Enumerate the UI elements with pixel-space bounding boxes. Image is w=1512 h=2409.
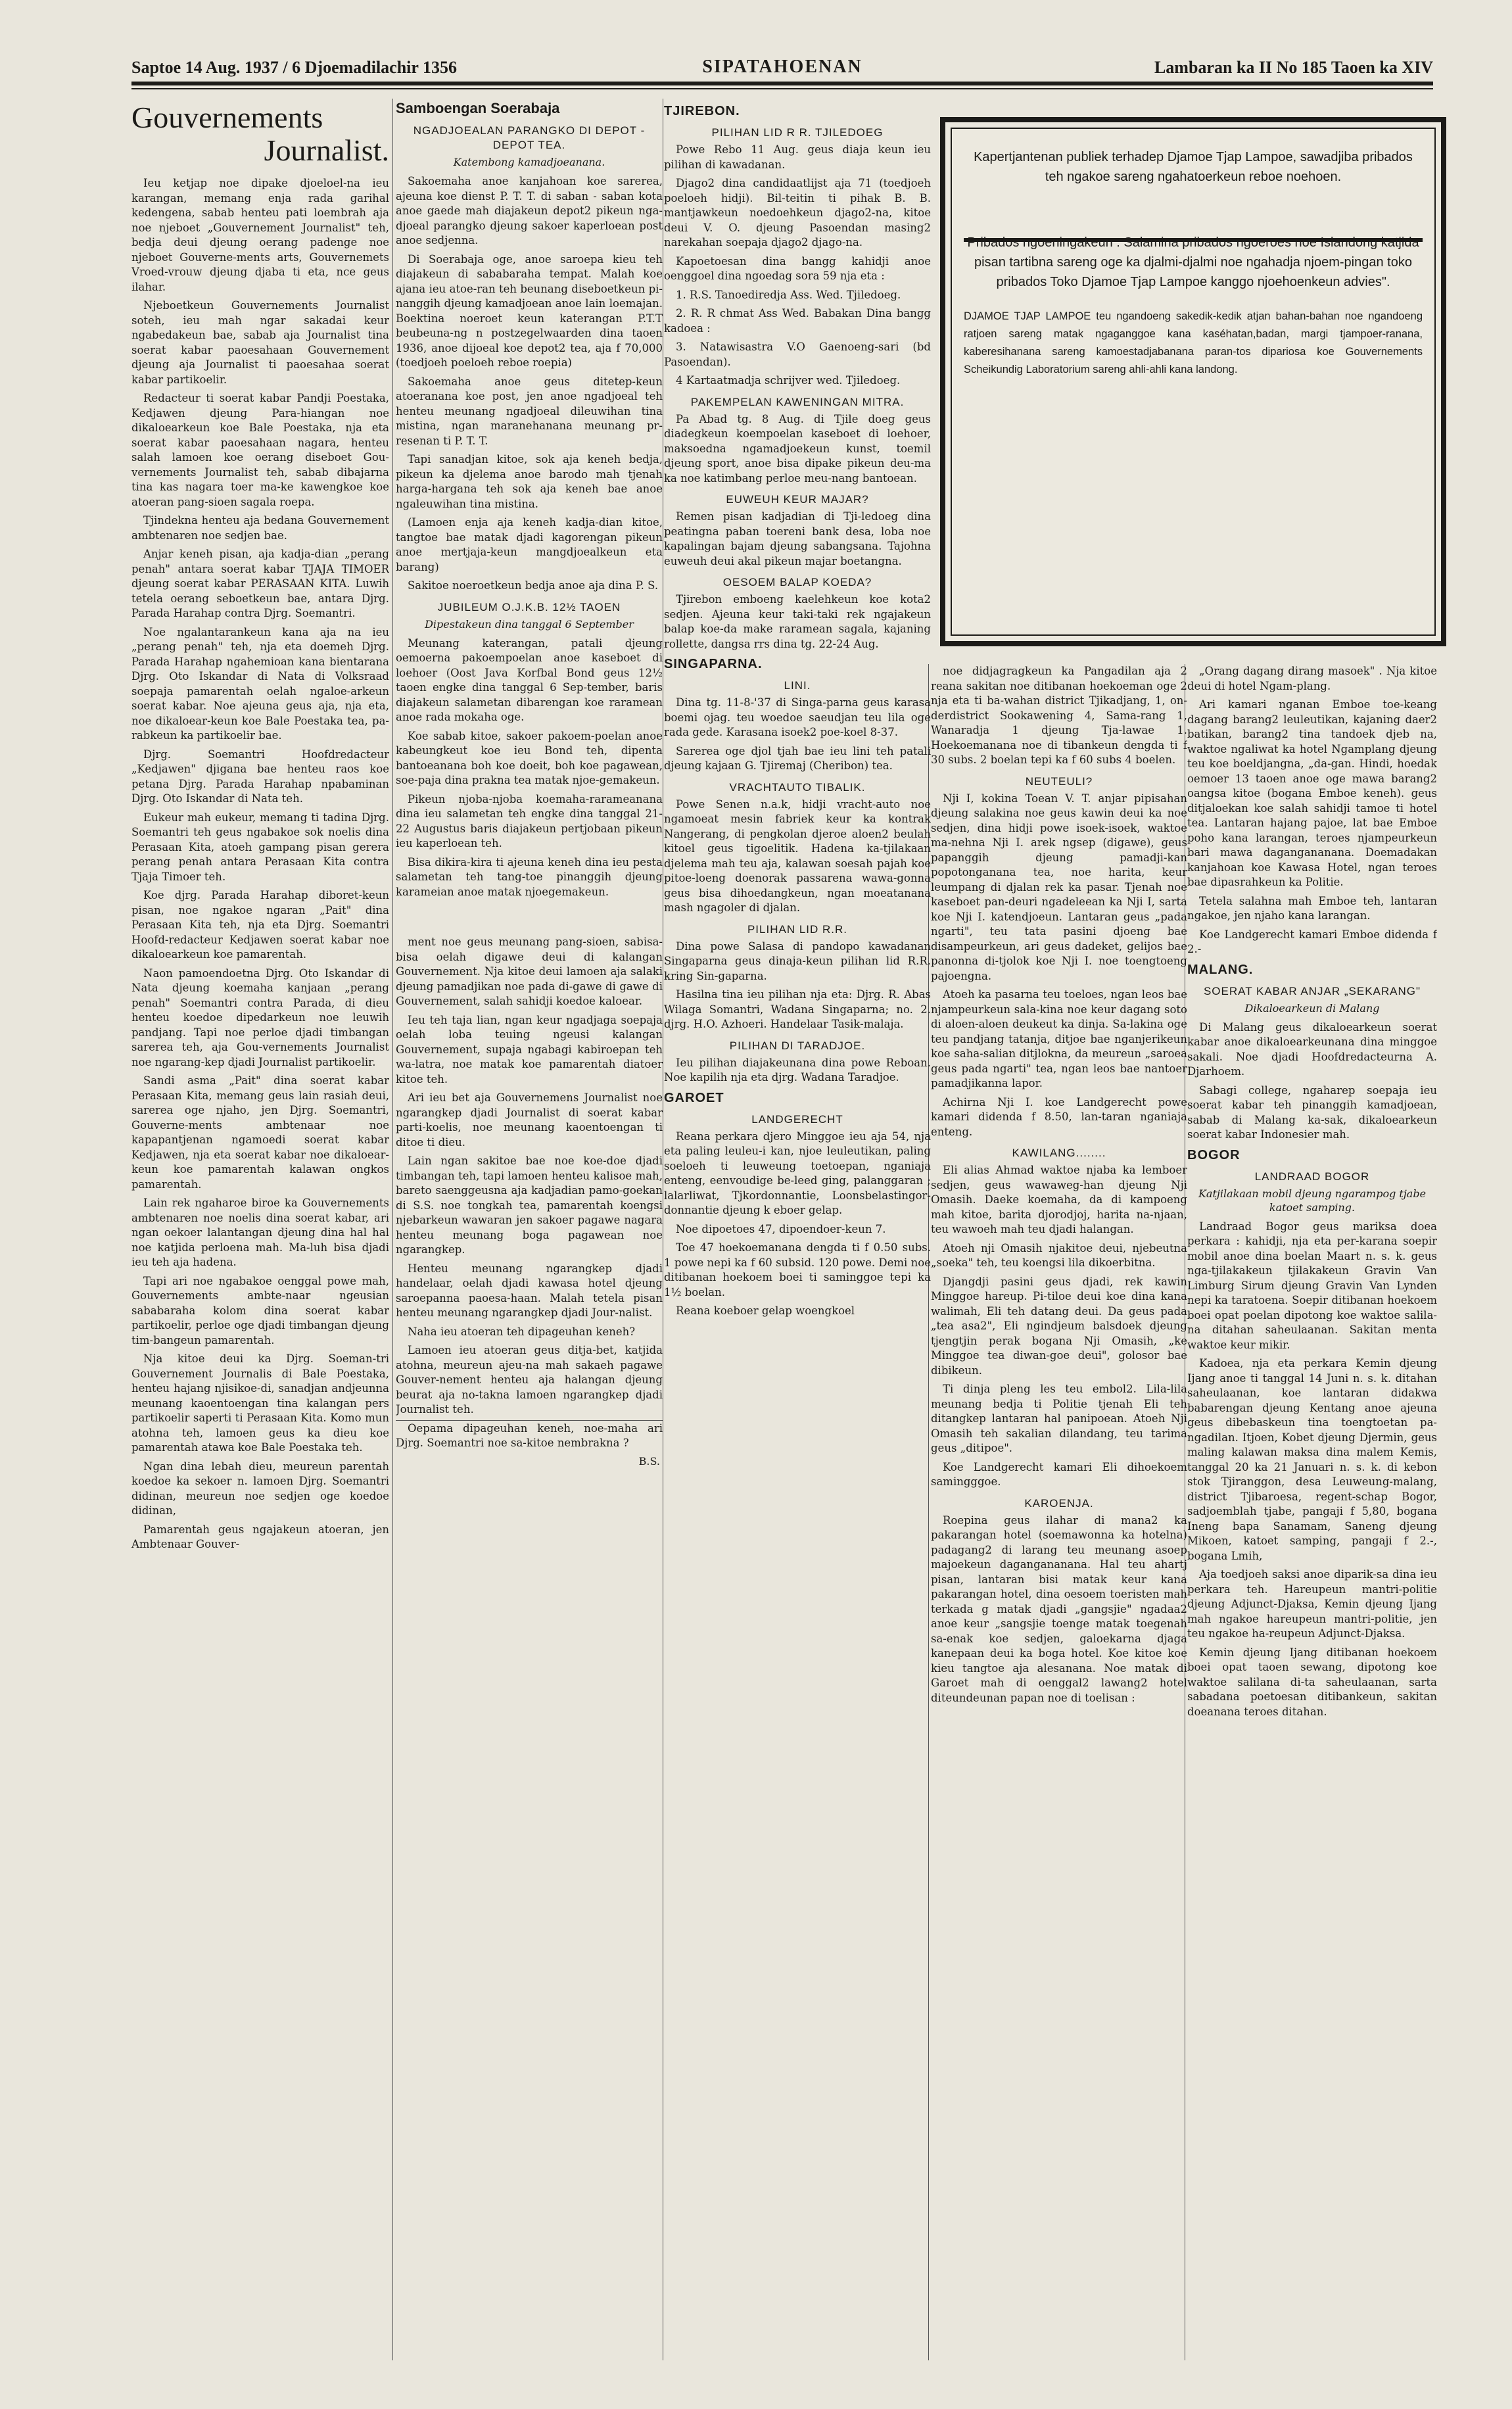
article-title: KAROENJA. [1024,1496,1094,1510]
paragraph: Reana koeboer gelap woengkoel [676,1304,855,1317]
paragraph: Sabagi college, ngaharep soepaja ieu soerat kabar teh pinanggih kamadjoean, sabab di Malang ka-sak, dikaloearkeun soerat kabar Indonesier mah. [1187,1084,1437,1141]
column-malang-bogor [1187,664,1437,2360]
masthead [131,54,1433,80]
paragraph: „Orang dagang dirang masoek" . Nja kitoe deui di hotel Ngam-plang. [1187,665,1437,692]
article-title: SOERAT KABAR ANJAR „SEKARANG" [1203,984,1421,997]
paragraph: Kapoetoesan dina bangg kahidji anoe oenggoel dina ngoedag sora 59 nja eta : [664,254,931,282]
article-signature: B.S. [638,1454,660,1467]
paragraph: Pikeun njoba-njoba koemaha-rarameanana dina ieu salametan teh engke dina tanggal 21-22 Augustus baris diajakeun pertjobaan pikeun ieu kaperloean teh. [396,792,663,849]
paragraph: Sarerea oge djol tjah bae ieu lini teh patali djeung kajaan G. Tjiremaj (Cheribon) tea. [664,744,931,772]
advertisement-djamoe-tjap-lampoe [940,117,1446,646]
paragraph: Sandi asma „Pait" dina soerat kabar Perasaan Kita, memang geus lain rasiah deui, sarerea oge njaho, jen Djrg. Soemantri, Gouverne-ments ambtenaar noe kapapantjenan ngamoedi soerat kabar Kedjawen, nja eta soerat kabar noe dikaloear-keun koe pamarentah kalawan ongkos pamarentah. [131,1074,389,1191]
paragraph: Noe dipoetoes 47, dipoendoer-keun 7. [676,1222,886,1235]
paragraph: Sakitoe noeroetkeun bedja anoe aja dina P. S. [408,579,659,592]
paragraph: Ieu pilihan diajakeunana dina powe Reboan. Noe kapilih nja eta djrg. Wadana Taradjoe. [664,1056,931,1084]
article-title [131,101,389,167]
paragraph: Ieu ketjap noe dipake djoeloel-na ieu karangan, memang enja rada garihal kedengena, sabab henteu pati loembrah aja noe njeboet „Gouvernement Journalist" teh, bedja deui djeung oerang padenge noe njeboet Gouverne-ments arts, Gouvernemets Vroed-vrouw djeung djaba ti eta, nce geus ilahar. [131,177,389,293]
article-title: LANDRAAD BOGOR [1254,1170,1370,1183]
title-line-2: Journalist. [264,133,389,167]
article-title: OESOEM BALAP KOEDA? [722,576,872,588]
paragraph: 3. Natawisastra V.O Gaenoeng-sari (bd Pasoendan). [664,341,931,368]
article-body [664,696,931,774]
paragraph: Ari ieu bet aja Gouvernemens Journalist noe ngarangkep djadi Journalist di soerat kabar parti-koelis, noe meunang kaoentoengan ti ditoe ti dieu. [396,1091,663,1149]
paragraph: Redacteur ti soerat kabar Pandji Poestaka, Kedjawen djeung Para-hiangan noe dikaloearkeun koe Bale Poestaka, nja eta soerat kabar paoesahaan nagara, henteu salah lamoen koe oerang diseboet Gou-vernements Journalist teh, sabab dibajarna tina kas nagara toer ma-ke kawengkoe koe atoeran pang-sioen sagala roepa. [131,392,389,508]
section-title: GAROET [664,1090,724,1105]
article-body [931,792,1187,1140]
paragraph: Ieu teh taja lian, ngan keur ngadjaga soepaja oelah loba teuing ngeusi kalangan Gouvernement, supaja ngabagi kabiroepan teh wa-latra, noe matak koe pamarentah diatoer kitoe teh. [396,1013,663,1085]
article-body [664,143,931,389]
paragraph: Landraad Bogor geus mariksa doea perkara : kahidji, nja eta per-karana soepir mobil anoe dina boelan Maart n. s. k. geus nga-tjilakakeun tjilakakeun Gravin Van Limburg Sirum djeung Gravin Van Lynden nepi ka taratoena. Soepir ditibanan hoekoem boei opat poelan dipotong koe waktoe salila-na ditahan saheulaanan. Sakitan menta waktoe keur mikir. [1187,1220,1437,1351]
paragraph: Meunang katerangan, patali djeung oemoerna pakoempoelan anoe kaseboet di loehoer (Oost Java Korfbal Bond geus 12½ taoen engke dina tanggal 6 Sep-tember, baris diajakeun salametan dibarengan koe raramean anoe rada mokaha oge. [396,636,663,723]
paragraph: Roepina geus ilahar di mana2 ka pakarangan hotel (soemawonna ka hotelna) padagang2 di larang teu meunang asoep majoekeun dagangananana. Hal teu ahartj pisan, lantaran bisi matak keur kana pakarangan hotel, dina oesoem toeristen mah terkada g matak djadi „gangsjie" ngadaa2 anoe keur „sangsjie toenge matak toegenah sa-enak koe sedjen, galoekarna djaga kanepaan deui ka boga hotel. Koe kitoe koe kieu tangtoe aja alesanana. Noe matak di Garoet mah di oenggal2 lawang2 hotel diteundeunan papan noe di toelisan : [931,1514,1187,1704]
paragraph: Bisa dikira-kira ti ajeuna keneh dina ieu pesta salametan teh tang-toe pinanggih djeung karameian anoe matak njoegemakeun. [396,855,663,898]
paragraph: Powe Senen n.a.k, hidji vracht-auto noe ngamoeat mesin fabriek keur ka kontrak Nangerang, di pengkolan djeroe aloen2 beulah kitoel geus tigoelitik. Hadena ka-tjilakaan djelema mah teu aja, kalawan soesah pajah koe pitoe-loeng doenorak passarena wawa-gonna geus bisa dihoedangkeun, ngan moeatanana mash ngagoler di djalan. [664,798,931,914]
article-subtitle: Dipestakeun dina tanggal 6 September [425,617,634,631]
masthead-title: SIPATAHOENAN [702,57,862,77]
paragraph: Sakoemaha anoe kanjahoan koe sarerea, ajeuna koe dienst P. T. T. di saban - saban kota anoe gaede mah diajakeun depot2 pikeun nga-djoeal parangko djeung sakoer kaperloean post anoe sedjenna. [396,175,663,247]
column-samboengan-soerabaja [396,99,663,2360]
paragraph: (Lamoen enja aja keneh kadja-dian kitoe, tangtoe bae matak djadi kagorengan pikeun anoe mertjaja-keun mangdjoealkeun eta barang) [396,516,663,573]
article-title: NEUTEULI? [1025,775,1093,788]
paragraph: Djrg. Soemantri Hoofdredacteur „Kedjawen" djigana bae henteu raos koe petana Djrg. Parada Harahap npabaminan Djrg. Oto Iskandar di Nata teh. [131,748,389,805]
ad-statement: Pribados ngoeningakeun : Salamina pribados ngoeroes noe Islandong katjida pisan tartibna sareng oge ka djalmi-djalmi noe ngahadja njoem-pingan toko pribados Toko Djamoe Tjap Lampoe kanggo njoehoenkeun advies". [967,235,1419,289]
paragraph: Naha ieu atoeran teh dipageuhan keneh? [408,1325,636,1338]
column-regional-news [664,99,931,2360]
article-title: PAKEMPELAN KAWENINGAN MITRA. [690,395,905,408]
article-body [664,798,931,916]
paragraph: noe didjagragkeun ka Pangadilan aja 2 reana sakitan noe ditibanan hoekoeman oge 2 nja eta ti ba-wahan district Tjikadjang, 1, on-derdistrict Sookawening 4, Sama-rang 1, Wanaradja 1 djeung Tja-lawae 1. Hoekoemanana noe di tibankeun dengda ti f 30 subs. 2 boelan tepi ka f 60 subs 4 boelen. [931,665,1187,766]
article-title: VRACHTAUTO TIBALIK. [729,780,866,794]
column-header: Samboengan Soerabaja [396,100,560,116]
article-body [664,412,931,487]
article-subtitle: Katembong kamadjoeanana. [453,156,605,168]
paragraph: Pamarentah geus ngajakeun atoeran, jen Ambtenaar Gouver- [131,1523,389,1550]
article-title: JUBILEUM O.J.K.B. 12½ TAOEN [437,600,621,613]
paragraph: 4 Kartaatmadja schrijver wed. Tjiledoeg. [676,374,901,387]
article-body [1187,664,1437,957]
section-title: MALANG. [1187,962,1254,977]
paragraph: Di Soerabaja oge, anoe saroepa kieu teh diajakeun di sababaraha tempat. Malah koe ajana ieu atoe-ran teh beunang diseboetkeun pi-nanggih djeung kamadjoean anoe lain loemajan. Boektina noeroet keun katerangan P.T.T beubeuna-ng n postzegelwaarden dina taoen 1936, anoe dijoeal koe depot2 tea, aja f 70,000 (toedjoeh poeloeh reboe roepia) [396,252,663,369]
paragraph: ment noe geus meunang pang-sioen, sabisa-bisa oelah digawe deui di kalangan Gouvernement. Nja kitoe deui lamoen aja salaki djeung pamadjikan noe pada di-gawe di gawe di Gouvernement, salah sahidji koedoe kaloear. [396,936,663,1007]
article-title: PILIHAN DI TARADJOE. [729,1039,866,1052]
article-body [664,940,931,1032]
article-title: LANDGERECHT [751,1112,843,1126]
article-body [664,1130,931,1319]
column-landgerecht-garoet [931,664,1187,2360]
paragraph: Henteu meunang ngarangkep djadi handelaar, oelah djadi kawasa hotel djeung saroepanna paoesa-haan. Malah tetela pisan henteu meunang ngarangkep djadi Jour-nalist. [396,1262,663,1319]
article-body [1187,1220,1437,1720]
article-subtitle: Katjilakaan mobil djeung ngarampog tjabe katoet samping. [1198,1187,1427,1214]
section-title: SINGAPARNA. [664,657,763,671]
paragraph: Atoeh nji Omasih njakitoe deui, njebeutna „soeka" teh, teu koengsi lila dikoerbitna. [931,1241,1187,1269]
paragraph: Sakoemaha anoe geus ditetep-keun atoeranana koe post, jen anoe ngadjoeal teh henteu meunang ngadjoeal dileuwihan tina mistina, ngan maranehanana meunang pr-resenan ti P. T. T. [396,375,663,447]
paragraph: Anjar keneh pisan, aja kadja-dian „perang penah" antara soerat kabar TJAJA TIMOER djeung soerat kabar PERASAAN KITA. Luwih tetela oerang seboetkeun bae, antara Djrg. Parada Harahap contra Djrg. Soemantri. [131,548,389,619]
article-body [1187,1020,1437,1143]
article-body [931,664,1187,768]
paragraph: Noe ngalantarankeun kana aja na ieu „perang penah" teh, nja eta doemeh Djrg. Parada Harahap ngahemioan kana bientarana Djrg. Oto Iskandar di Nata di Volksraad soepaja pamarentah oelah ngaloe-arkeun soerat kabar. Noe ajeuna geus aja, nja eta, noe dikaloear-keun koe Bale Poestaka tea, pa-rabkeun ka partikoelir bae. [131,625,389,742]
section-title: TJIREBON. [664,104,740,118]
paragraph: Naon pamoendoetna Djrg. Oto Iskandar di Nata djeung koemaha kanjaan „perang penah" Soemantri contra Parada, di dieu henteu koedoe dipedarkeun noe leuwih pandjang. Tapi noe perloe djadi timbangan sarerea teh, aja Gou-vernements Journalist noe ngarang-kep djadi Journalist partikoelir. [131,966,389,1068]
paragraph: Ngan dina lebah dieu, meureun parentah koedoe ka sekoer n. lamoen Djrg. Soemantri didinan, meureun noe sedjen oge koedoe didinan, [131,1460,389,1517]
title-line-1: Gouvernements [131,101,323,134]
paragraph: Lain rek ngaharoe biroe ka Gouvernements ambtenaren noe noelis dina soerat kabar, ari ngan oekoer lalantangan djeung dina hal hal noe katjida perloena mah. Ma-luh bisa djadi ieu teh aja hadena. [131,1197,389,1268]
paragraph: Njeboetkeun Gouvernements Journalist soteh, ieu mah ngar sakadai keur ngabedakeun bae, sabab aja Journalist tina soerat kabar paoesahaan Gouvernement djeung aja Journalist ti paoesahaa soerat kabar partikoelir. [131,299,389,386]
paragraph: Lamoen ieu atoeran geus ditja-bet, katjida atohna, meureun ajeu-na mah sakaeh pagawe Gouver-nement henteu aja halangan djeung beurat aja no-takna lamoen ngarangkep djadi Journalist teh. [396,1344,663,1416]
paragraph: Pa Abad tg. 8 Aug. di Tjile doeg geus diadegkeun koempoelan kaseboet di loehoer, maksoedna ngamadjoekeun kunst, toemil djeung sport, anoe bisa dipake pikeun deu-ma ka noe katimbang perloe meu-nang bantoean. [664,412,931,485]
masthead-issue: Lambaran ka II No 185 Taoen ka XIV [1154,58,1433,77]
article-body [931,1514,1187,1706]
paragraph: Tapi ari noe ngabakoe oenggal powe mah, Gouvernements ambte-naar ngeusian sababaraha kolom dina soerat kabar partikoelir, perloe oge djadi timbangan djeung tim-bangeun pamarentah. [131,1274,389,1347]
paragraph: Hasilna tina ieu pilihan nja eta: Djrg. R. Abas Wilaga Somantri, Wadana Singaparna; no. 2. djrg. H.O. Azhoeri. Handelaar Tasik-malaja. [664,988,931,1030]
paragraph: Koe Landgerecht kamari Emboe didenda f 2.- [1187,928,1437,955]
paragraph: Kemin djeung Ijang ditibanan hoekoem boei opat taoen sewang, dipotong koe waktoe salilana di-ta saheulaanan, sarta sabadana poetoesan ditibankeun, sakitan doeanana teroes ditahan. [1187,1646,1437,1718]
paragraph: Powe Rebo 11 Aug. geus diaja keun ieu pilihan di kawadanan. [664,143,931,171]
article-subtitle: Dikaloearkeun di Malang [1244,1001,1380,1014]
paragraph: 1. R.S. Tanoediredja Ass. Wed. Tjiledoeg. [676,288,901,301]
paragraph: Reana perkara djero Minggoe ieu aja 54, nja eta paling leuleu-i kan, njoe leuleutikan, paling soeloeh ti leuweung toetoepan, nganiaja enteng, eenvoudige be-leed ging, palanggaran ; lalarliwat, Tjkordonnantie, Loonsbelastingor-donnantie djeung k eboer gelap. [664,1130,931,1216]
column-divider [392,99,393,2360]
article-body [131,176,389,1552]
article-title: PILIHAN LID R R. TJILEDOEG [711,126,884,139]
paragraph: Djago2 dina candidaatlijst aja 71 (toedjoeh poeloeh hidji). Bil-teitin ti pihak B. B. mantjawkeun noedoehkeun djago2-na, kitoe deui V. O. djeung Pasoendan masing2 narekahan soepaja djago2 djago-na. [664,177,931,249]
ad-inner-border [951,128,1436,636]
article-title: EUWEUH KEUR MAJAR? [726,493,869,506]
paragraph: Koe sabab kitoe, sakoer pakoem-poelan anoe kabeungkeut koe ieu Bond teh, dipenta bantoeanana boh koe doeit, boh koe pagawean, soe-paja dina prakna tea matak njoe-gemakeun. [396,729,663,786]
paragraph: Ti dinja pleng les teu embol2. Lila-lila meunang bedja ti Politie tjenah Eli teh ditangkep lantaran hal panipoean. Atoeh Nji Omasih teh sakalian dilandang, teu tarima geus „ditipoe". [931,1383,1187,1454]
paragraph: Tapi sanadjan kitoe, sok aja keneh bedja, pikeun ka djelema anoe barodo mah tjenah harga-hargana teh sok aja keneh bae anoe ngaleuwihan tina mistina. [396,453,663,510]
article-body [664,592,931,652]
article-body [931,1163,1187,1490]
paragraph: Achirna Nji I. koe Landgerecht powe kamari didenda f 8.50, lan-taran nganiaja enteng. [931,1095,1187,1138]
paragraph: Remen pisan kadjadian di Tji-ledoeg dina peatingna paban toereni bank desa, loba noe kapalingan bajam djeung sabangsana. Tajohna euweuh deui akal pikeun majar boetangna. [664,510,931,567]
article-title: PILIHAN LID R.R. [747,922,848,936]
paragraph: Ari kamari nganan Emboe toe-keang dagang barang2 leuleutikan, kajaning daer2 batikan, barang2 tina tandoek djeb na, waktoe ngaliwat ka hotel Ngamplang djeung teu koe boeldjangna, „da-gan. Hindi, hoedak oemoer 13 taoen anoe oge mawa barang2 oangsa kitoe (bogana Emboe keneh). geus ditjaloekan koe salah sahidji tamoe ti hotel tea. Lantaran hajang pajoe, lat bae Emboe poho kana larangan, teroes njampeurkeun bari mawa dagangananana. Doemadakan kanjahoan koe Kawasa Hotel, ngan teroes bae dipasrahkeun ka Politie. [1187,698,1437,888]
paragraph: Di Malang geus dikaloearkeun soerat kabar anoe dikaloearkeunana dina minggoe sakali. Noe djadi Hoofdredacteurna A. Djarhoem. [1187,1020,1437,1078]
paragraph: Toe 47 hoekoemanana dengda ti f 0.50 subs. 1 powe nepi ka f 60 subsid. 120 powe. Demi noe ditibanan hoekoem boei ti saminggoe tepi ka 1½ boelan. [664,1241,931,1299]
section-title: BOGOR [1187,1147,1240,1162]
paragraph: Atoeh ka pasarna teu toeloes, ngan leos bae njampeurkeun sala-kina noe keur dagang soto di aloen-aloen deukeut ka dinja. Sa-lakina oge teu pandjang tatanja, ditjoe bae nganjerikeun koe saha-salian ditjlokna, da meureun „saroea geus pada ngarti" tea, ngan leos bae nantoer pamadjikanna lapor. [931,988,1187,1089]
paragraph: Eukeur mah eukeur, memang ti tadina Djrg. Soemantri teh geus ngabakoe sok noelis dina Perasaan Kita, atoeh gampang pisan gerera perang penah antara Perasaan Kita contra Tjaja Timoer teh. [131,811,389,883]
paragraph: Kadoea, nja eta perkara Kemin djeung Ijang anoe ti tanggal 14 Juni n. s. k. ditahan saheulaanan, koe lantaran didakwa babarengan djeung Kentang anoe ajeuna geus dibebaskeun tina toengtoetan pa-ngadilan. Itjoen, Kobet djeung Djermin, geus maling kalawan maksa dina malem Kemis, tanggal 20 ka 21 Januari n. s. k. di kebon stok Tjiranggon, desa Leuweung-malang, district Tjibaroesa, regent-schap Bogor, sadjoemblah tjabe, pangaji f 5,80, bogana Ineng bapa Sanamam, Saneng djeung Mikoen, katoet samping, pangaji f 2.-, bogana Lmih, [1187,1357,1437,1562]
article-body [396,935,663,1451]
article-title: NGADJOEALAN PARANGKO DI DEPOT - DEPOT TEA. [413,124,646,151]
ad-intro: Kapertjantenan publiek terhadep Djamoe Tjap Lampoe, sawadjiba pribados teh ngakoe sareng ngahatoerkeun reboe noehoen. [974,150,1413,184]
paragraph: Djangdji pasini geus djadi, rek kawin Minggoe hareup. Pi-tiloe deui koe dina kana walimah, Eli teh datang deui. Da geus pada „tea asa2", Eli ngindjeum balsdoek djeung tjengtjin perak bogana Nji Omasih, „ke Minggoe tea diwan-goe deui", golosor bae dibikeun. [931,1275,1187,1377]
paragraph: Dina powe Salasa di pandopo kawadanan Singaparna geus dinaja-keun pilihan lid R.R. kring Sin-gaparna. [664,940,931,982]
ad-body: DJAMOE TJAP LAMPOE teu ngandoeng sakedik-kedik atjan bahan-bahan noe ngandoeng ratjoen sareng matak ngaganggoe kana kaséhatan,badan, margi tjampoer-ranana, kaberesihanana sareng kamoestadjabanana paran-tos dipariosa koe Gouvernements Scheikundig Laboratorium sareng ahli-ahli kana landong. [964,310,1423,375]
paragraph: Nja kitoe deui ka Djrg. Soeman-tri Gouvernement Journalis di Bale Poestaka, henteu hajang njisikoe-di, sanadjan andjeunna meunang kaoentoengan tina kalangan pers partikoelir saperti ti Perasaan Kita. Komo mun atohna teh, lamoen geus ka dieu koe pamarentah atawa koe Bale Poestaka teh. [131,1352,389,1454]
paragraph: Tetela salahna mah Emboe teh, lantaran ngakoe, jen njaho kana larangan. [1187,894,1437,922]
paragraph: Koe djrg. Parada Harahap diboret-keun pisan, noe ngakoe ngaran „Pait" dina Perasaan Kita teh, nja eta Djrg. Soemantri Hoofd-redacteur Kedjawen soerat kabar noe dikaloearkeun koe pamarentah. [131,889,389,961]
paragraph: Dina tg. 11-8-'37 di Singa-parna geus karasa boemi ojag. teu woedoe saeudjan teu lila oge rada gede. Karasana isoek2 poe-koel 8-37. [664,696,931,738]
article-body [664,510,931,569]
article-body [396,636,663,900]
column-gouvernements-journalist [131,99,389,2360]
paragraph: Tjirebon emboeng kaelehkeun koe kota2 sedjen. Ajeuna keur taki-taki rek ngajakeun balap koe-da make raramean sagala, kajaning rollette, dangsa rrs dina tg. 22-24 Aug. [664,593,931,650]
article-title: KAWILANG........ [1012,1147,1106,1159]
masthead-rule-thin [131,88,1433,89]
paragraph: Tjindekna henteu aja bedana Gouvernement ambtenaren noe sedjen bae. [131,514,389,542]
paragraph: Nji I, kokina Toean V. T. anjar pipisahan djeung salakina noe geus kawin deui ka noe sedjen, dina hidji powe isoek-isoek, waktoe ma-nehna Nji I. arek ngsep (digawe), geus papanggih djeung pamadji-kan popotonganana tea, noe harita, keur leumpang di djalan rek ka pasar. Tjenah noe kaseboet pan-deuri ngadeleean ka Nji I, sarta koe Nji I. katendjoeun. Lantaran geus „pada ngarti", teu tata pasini djoeng bae disampeurkeun, ari geus dadeket, gelijos bae panonna di-tjolok koe Nji I. noe toengtoeng pajoengna. [931,792,1187,982]
masthead-rule-thick [131,82,1433,85]
masthead-date: Saptoe 14 Aug. 1937 / 6 Djoemadilachir 1356 [131,58,457,77]
paragraph: 2. R. R chmat Ass Wed. Babakan Dina bangg kadoea : [664,307,931,335]
article-body [664,1056,931,1085]
paragraph: Eli alias Ahmad waktoe njaba ka lemboer sedjen, geus wawaweg-han djeung Nji Omasih. Daeke koemaha, da di kampoeng mah kitoe, barita djorodjoj, harita na-njaan, teu wawoeh mah teu djadi halangan. [931,1164,1187,1235]
paragraph: Aja toedjoeh saksi anoe diparik-sa dina ieu perkara teh. Hareupeun mantri-politie djeung Adjunct-Djaksa, Kemin djeung Ijang mah ngakoe hareupeun mantri-politie, jen teu ngakoe ha-reupeun Adjunct-Djaksa. [1187,1568,1437,1640]
paragraph: Lain ngan sakitoe bae noe koe-doe djadi timbangan teh, tapi lamoen henteu kalisoe mah, bareto saenggeusna aja kadjadian pamo-goekan di S.S. noe tongkah tea, pamarentah koengsi njebarkeun wawaran jen sakoer pagawe nagara henteu meunang boga pagawean noe ngarangkep. [396,1155,663,1256]
article-body [396,174,663,594]
paragraph: Oepama dipageuhan keneh, noe-maha ari Djrg. Soemantri noe sa-kitoe nembrakna ? [396,1421,663,1449]
paragraph: Koe Landgerecht kamari Eli dihoekoem samingggoe. [931,1460,1187,1488]
article-title: LINI. [784,679,811,692]
